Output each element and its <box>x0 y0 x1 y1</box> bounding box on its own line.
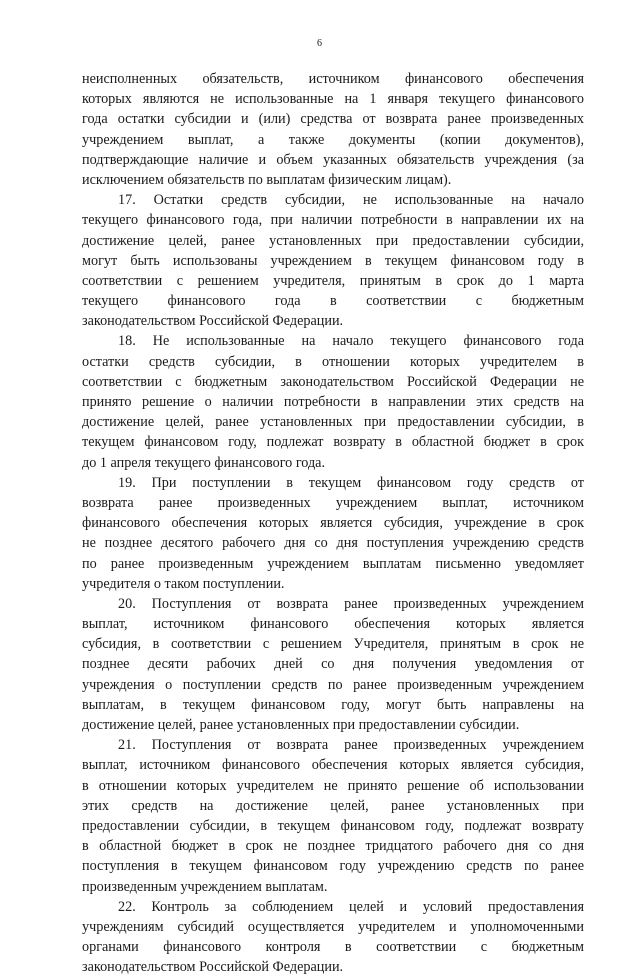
continuation <box>82 69 584 190</box>
text-line: 20. Поступления от возврата ранее произведенных учреждением <box>118 595 584 612</box>
text-line: органами финансового контроля в соответствии с бюджетным <box>82 939 584 956</box>
paragraph-18 <box>82 331 584 472</box>
text-line: этих средств на достижение целей, ранее установленных при <box>82 797 584 814</box>
text-line: соответствии с бюджетным законодательством Российской Федерации не <box>82 373 584 390</box>
text-line: до 1 апреля текущего финансового года. <box>82 454 326 471</box>
text-line: учредителя о таком поступлении. <box>82 575 285 592</box>
page-number: 6 <box>317 38 322 49</box>
text-line: не позднее десятого рабочего дня со дня поступления учреждению средств <box>82 535 584 552</box>
text-line: текущего финансового года, при наличии потребности в направлении их на <box>82 212 584 229</box>
text-line: финансового обеспечения которых является субсидия, учреждение в срок <box>82 515 584 532</box>
text-line: могут быть использованы учреждением в текущем финансовом году в <box>82 252 584 269</box>
text-line: выплат, источником финансового обеспечения которых является субсидия, <box>82 757 584 774</box>
text-line: достижение целей, ранее установленных при предоставлении субсидии. <box>82 717 520 733</box>
paragraph-21 <box>82 735 584 897</box>
text-line: года остатки субсидии и (или) средства от возврата ранее произведенных <box>82 111 584 128</box>
text-line: учреждения о поступлении средств по ранее произведенным учреждением <box>82 676 584 693</box>
text-line: по ранее произведенным учреждением выплатам письменно уведомляет <box>82 555 584 572</box>
text-line: неисполненных обязательств, источником финансового обеспечения <box>82 71 584 87</box>
text-line: субсидия, в соответствии с решением Учредителя, принятым в срок не <box>82 636 584 653</box>
text-line: учреждением выплат, а также документы (копии документов), <box>82 131 584 148</box>
paragraph-17 <box>82 190 584 331</box>
text-line: которых являются не использованные на 1 января текущего финансового <box>82 91 584 108</box>
paragraph-20 <box>82 594 584 735</box>
text-line: законодательством Российской Федерации. <box>82 959 344 976</box>
text-line: произведенным учреждением выплатам. <box>82 878 328 895</box>
text-line: 19. При поступлении в текущем финансовом году средств от <box>118 474 584 491</box>
text-line: 17. Остатки средств субсидии, не использованные на начало <box>118 192 584 209</box>
paragraph-19 <box>82 473 584 594</box>
text-line: подтверждающие наличие и объем указанных обязательств учреждения (за <box>82 151 584 168</box>
text-line: 22. Контроль за соблюдением целей и условий предоставления <box>118 898 584 915</box>
text-line: остатки средств субсидии, в отношении которых учредителем в <box>82 353 584 370</box>
document-body <box>82 69 584 977</box>
text-line: достижение целей, ранее установленных при предоставлении субсидии, в <box>82 414 584 431</box>
text-line: выплат, источником финансового обеспечения которых является <box>82 616 584 633</box>
text-line: выплатам, в текущем финансовом году, могут быть направлены на <box>82 696 584 713</box>
text-line: исключением обязательств по выплатам физическим лицам). <box>82 171 452 188</box>
text-line: 18. Не использованные на начало текущего финансового года <box>118 333 584 350</box>
text-line: принято решение о наличии потребности в направлении этих средств на <box>82 394 584 410</box>
text-line: поступления в текущем финансовом году учреждению средств по ранее <box>82 858 584 875</box>
text-line: учреждениям субсидий осуществляется учредителем и уполномоченными <box>82 918 584 935</box>
text-line: предоставлении субсидии, в текущем финансовом году, подлежат возврату <box>82 817 584 834</box>
text-line: 21. Поступления от возврата ранее произведенных учреждением <box>118 737 584 754</box>
paragraph-22 <box>82 897 584 977</box>
text-line: соответствии с решением учредителя, принятым в срок до 1 марта <box>82 272 584 289</box>
text-line: возврата ранее произведенных учреждением выплат, источником <box>82 494 584 511</box>
text-line: законодательством Российской Федерации. <box>82 313 344 330</box>
text-line: текущего финансового года в соответствии с бюджетным <box>82 293 584 310</box>
text-line: текущем финансовом году, подлежат возврату в областной бюджет в срок <box>82 434 584 451</box>
text-line: достижение целей, ранее установленных при предоставлении субсидии, <box>82 232 584 249</box>
text-line: в областной бюджет в срок не позднее тридцатого рабочего дня со дня <box>82 838 584 855</box>
text-line: позднее десяти рабочих дней со дня получения уведомления от <box>82 656 584 673</box>
text-line: в отношении которых учредителем не принято решение об использовании <box>82 777 584 794</box>
